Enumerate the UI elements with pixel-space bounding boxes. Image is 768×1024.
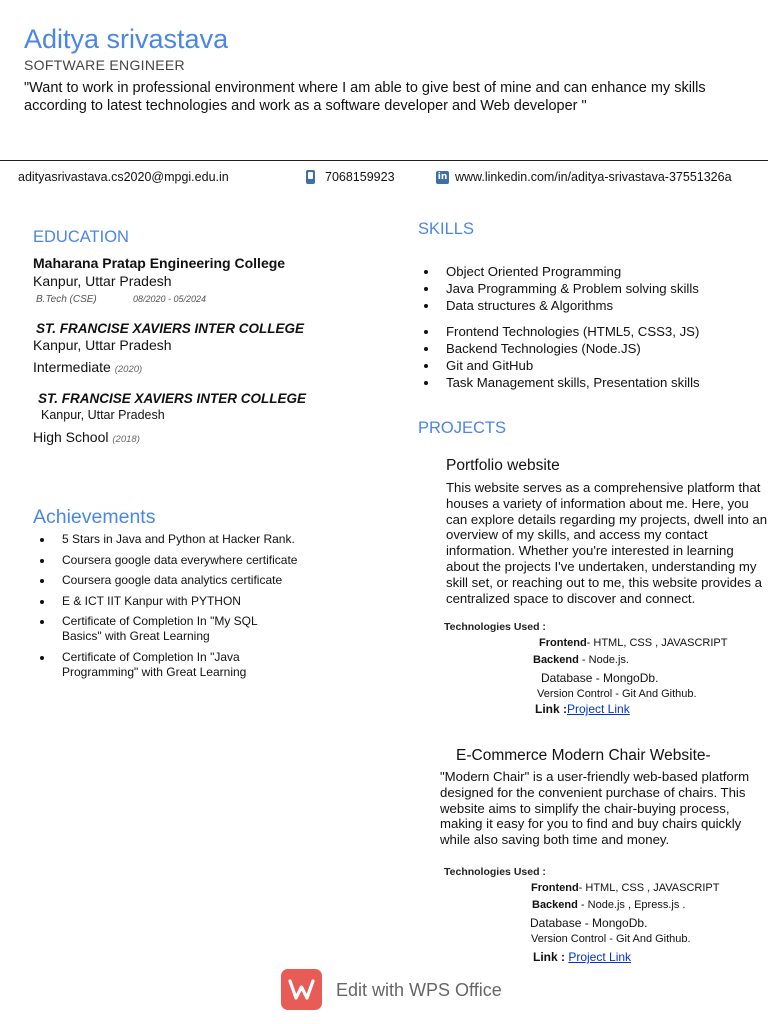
tech-version-control	[531, 933, 691, 945]
education-school: ST. FRANCISE XAVIERS INTER COLLEGE	[38, 391, 307, 406]
project-link[interactable]: Project Link	[567, 702, 630, 716]
education-level-text: High School	[33, 429, 109, 445]
achievements-heading: Achievements	[33, 506, 156, 528]
list-item: Coursera google data everywhere certificate	[34, 553, 334, 568]
linkedin-icon: in	[437, 171, 448, 182]
list-item: 5 Stars in Java and Python at Hacker Rank.	[34, 532, 334, 547]
education-dates: 08/2020 - 05/2024	[133, 294, 207, 304]
project-link-row	[535, 702, 630, 716]
phone-icon	[306, 170, 315, 184]
list-item: Java Programming & Problem solving skills	[418, 280, 758, 297]
job-title: SOFTWARE ENGINEER	[24, 57, 185, 73]
tech-value: - Node.js , Epress.js .	[577, 899, 686, 911]
list-item: Certificate of Completion In "My SQL Basics" with Great Learning	[34, 614, 277, 644]
tech-label: Version Control	[537, 688, 613, 700]
tech-database	[530, 916, 647, 930]
wps-edit-label[interactable]: Edit with WPS Office	[336, 980, 502, 1000]
tech-frontend	[539, 637, 727, 649]
contact-phone	[306, 170, 395, 184]
list-item: Git and GitHub	[418, 357, 758, 374]
tech-label: Frontend	[539, 637, 587, 649]
tech-backend	[533, 654, 629, 666]
skills-heading: SKILLS	[418, 220, 474, 238]
project-link-row	[533, 950, 631, 964]
list-item: Backend Technologies (Node.JS)	[418, 340, 758, 357]
education-school: Maharana Pratap Engineering College	[33, 255, 286, 271]
education-school: ST. FRANCISE XAVIERS INTER COLLEGE	[36, 321, 305, 336]
tech-label: Backend	[532, 899, 578, 911]
list-item: Coursera google data analytics certificate	[34, 573, 334, 588]
candidate-name: Aditya srivastava	[24, 24, 229, 54]
list-item: Certificate of Completion In "Java Programming" with Great Learning	[34, 650, 292, 680]
tech-used-heading: Technologies Used :	[444, 621, 546, 633]
list-item: Task Management skills, Presentation skills	[418, 374, 758, 391]
list-item: E & ICT IIT Kanpur with PYTHON	[34, 594, 334, 609]
tech-value: - HTML, CSS , JAVASCRIPT	[586, 637, 728, 649]
skills-list	[418, 263, 758, 391]
education-level	[33, 359, 142, 375]
contact-email	[18, 170, 229, 184]
tech-label: Version Control	[531, 933, 607, 945]
list-item: Data structures & Algorithms	[418, 297, 758, 314]
tech-frontend	[531, 882, 719, 894]
education-location: Kanpur, Uttar Pradesh	[33, 273, 172, 289]
career-objective: "Want to work in professional environment where I am able to give best of mine and can enhance my skills according to latest technologies and work as a software developer and Web developer "	[24, 80, 706, 114]
tech-value: - Git And Github.	[606, 933, 691, 945]
education-location: Kanpur, Uttar Pradesh	[33, 337, 172, 353]
tech-label: Backend	[533, 654, 579, 666]
education-year: (2020)	[114, 364, 143, 375]
link-label: Link :	[533, 950, 569, 964]
link-label: Link :	[535, 702, 567, 716]
list-item: Frontend Technologies (HTML5, CSS3, JS)	[418, 323, 758, 340]
education-heading: EDUCATION	[33, 228, 129, 246]
project-description: This website serves as a comprehensive platform that houses a variety of information about me. Here, you can explore details regarding my projects, dwell into an overview of my skills, and access my contact information. Whether you're interested in learning about the projects I've undertaken, understanding my skill set, or reaching out to me, this website provides a centralized space to discover and connect.	[446, 480, 768, 606]
education-level-text: Intermediate	[33, 359, 111, 375]
tech-database	[541, 671, 658, 685]
tech-value: - MongoDb.	[581, 916, 648, 930]
project-link[interactable]: Project Link	[568, 950, 632, 964]
achievements-list	[34, 532, 334, 685]
wps-w-glyph	[281, 969, 322, 1010]
tech-backend	[532, 899, 685, 911]
email-text: adityasrivastava.cs2020@mpgi.edu.in	[18, 170, 229, 184]
wps-logo-icon[interactable]	[281, 969, 322, 1010]
tech-label: Database	[541, 671, 593, 685]
projects-heading: PROJECTS	[418, 419, 507, 437]
tech-label: Database	[530, 916, 582, 930]
tech-label: Frontend	[531, 882, 579, 894]
list-item: Object Oriented Programming	[418, 263, 758, 280]
tech-value: - HTML, CSS , JAVASCRIPT	[578, 882, 720, 894]
project-description: "Modern Chair" is a user-friendly web-based platform designed for the convenient purchase of chairs. This website aims to simplify the chair-buying process, making it easy for you to find and buy chairs quickly while also saving both time and money.	[440, 769, 750, 848]
project-title: E-Commerce Modern Chair Website-	[456, 747, 711, 764]
education-location: Kanpur, Uttar Pradesh	[41, 408, 165, 422]
tech-version-control	[537, 688, 697, 700]
education-year: (2018)	[112, 434, 140, 445]
phone-text: 7068159923	[325, 170, 395, 184]
tech-value: - MongoDb.	[592, 671, 659, 685]
education-level	[33, 429, 140, 445]
tech-value: - Git And Github.	[612, 688, 697, 700]
tech-used-heading: Technologies Used :	[444, 866, 546, 878]
header-divider	[0, 160, 768, 161]
tech-value: - Node.js.	[578, 654, 629, 666]
project-title: Portfolio website	[446, 457, 560, 474]
linkedin-text[interactable]: www.linkedin.com/in/aditya-srivastava-37551326a	[455, 170, 732, 184]
contact-linkedin[interactable]	[436, 170, 732, 184]
education-degree: B.Tech (CSE)	[36, 294, 97, 305]
